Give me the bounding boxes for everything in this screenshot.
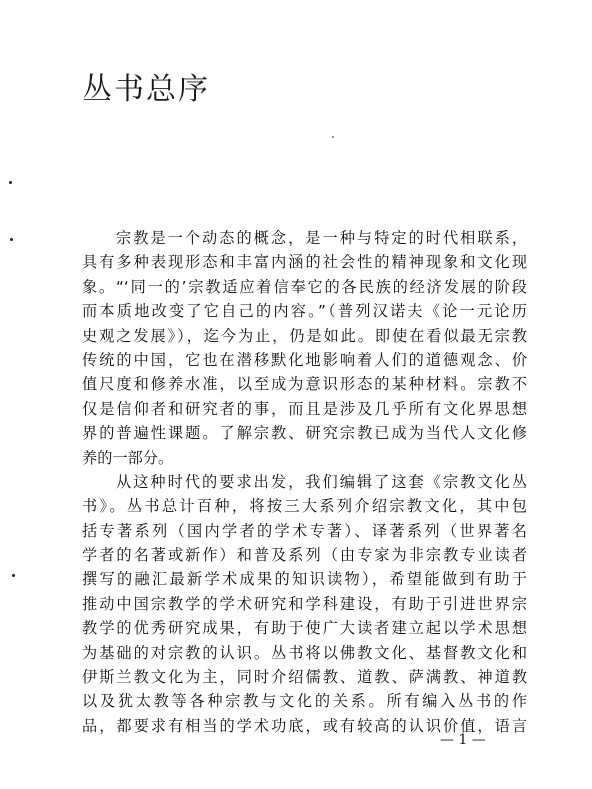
text-line: 传统的中国，它也在潜移默化地影响着人们的道德观念、价 [82,350,527,369]
text-line: 教学的优秀研究成果，有助于使广大读者建立起以学术思想 [82,619,527,638]
body-text [82,226,527,738]
text-line: 伊斯兰教文化为主，同时介绍儒教、道教、萨满教、神道教 [82,668,527,687]
text-line: 养的一部分。 [82,448,174,467]
text-line: 推动中国宗教学的学术研究和学科建设，有助于引进世界宗 [82,594,527,613]
text-line: 仅是信仰者和研究者的事，而且是涉及几乎所有文化界思想 [82,399,527,418]
text-line: 学者的名著或新作）和普及系列（由专家为非宗教专业读者 [82,546,527,565]
text-line: 书》。丛书总计百种，将按三大系列介绍宗教文化，其中包 [82,497,527,516]
text-line: 具有多种表现形态和丰富内涵的社会性的精神现象和文化现 [82,253,527,272]
text-line: 以及犹太教等各种宗教与文化的关系。所有编入丛书的作 [82,692,527,711]
scan-speck [332,136,334,138]
text-line: 括专著系列（国内学者的学术专著）、译著系列（世界著名 [82,521,527,540]
text-line: 为基础的对宗教的认识。丛书将以佛教文化、基督教文化和 [82,643,527,662]
scan-speck [9,181,12,184]
text-line: 值尺度和修养水准，以至成为意识形态的某种材料。宗教不 [82,375,527,394]
paragraph [82,226,527,470]
text-line: 史观之发展》），迄今为止，仍是如此。即使在看似最无宗教 [82,326,527,345]
paragraph [82,470,527,738]
text-line: 从这种时代的要求出发，我们编辑了这套《宗教文化丛 [116,472,527,491]
page-title: 丛书总序 [82,72,210,107]
scan-speck [10,238,13,241]
text-line: 品，都要求有相当的学术功底，或有较高的认识价值，语言 [82,716,527,735]
text-line: 而本质地改变了它自己的内容。”（普列汉诺夫《论一元论历 [82,302,527,321]
text-line: 宗教是一个动态的概念，是一种与特定的时代相联系， [116,229,527,247]
text-line: 象。“‘同一的’宗教适应着信奉它的各民族的经济发展的阶段 [82,277,527,296]
page-number: — 1 — [440,732,486,748]
scan-speck [12,574,15,577]
text-line: 界的普遍性课题。了解宗教、研究宗教已成为当代人文化修 [82,424,527,443]
text-line: 撰写的融汇最新学术成果的知识读物），希望能做到有助于 [82,570,527,589]
